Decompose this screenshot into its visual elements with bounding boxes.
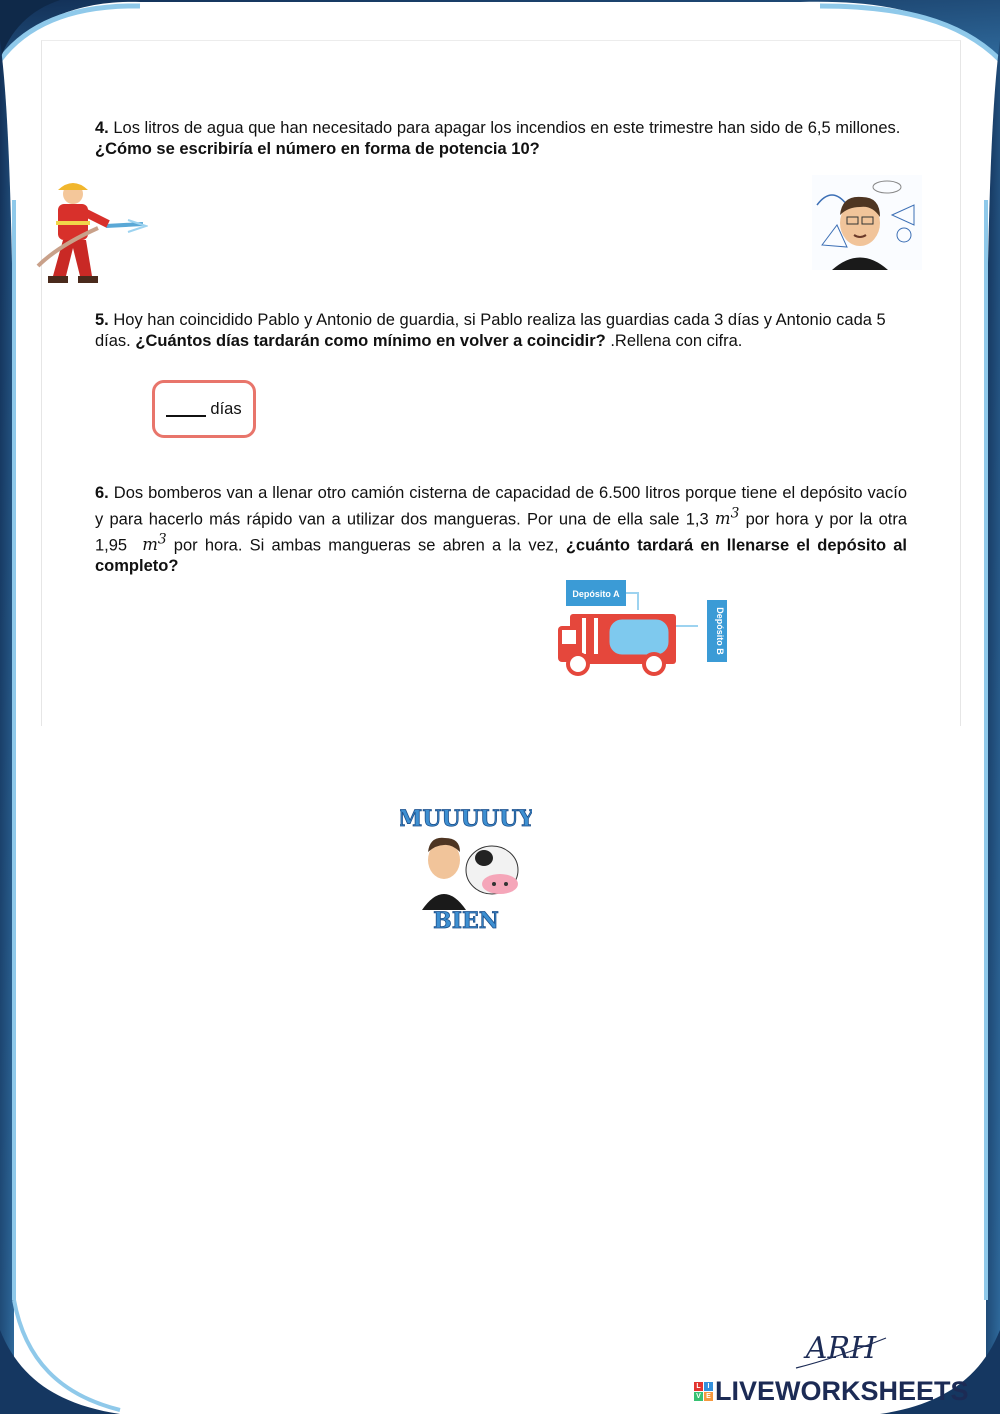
question-6-question: ¿cuánto tardará en llenarse el depósito al completo? [95, 536, 908, 575]
question-6-text-c: por hora. Si ambas mangueras se abren a la vez, [173, 536, 559, 554]
logo-squares: L I V E [694, 1382, 713, 1401]
question-6-text-a: Dos bomberos van a llenar otro camión cisterna de capacidad de 6.500 litros porque tiene el depósito vacío y para hacerlo más rápido van a utilizar dos mangueras. Por una de ella sale 1,3 [95, 484, 907, 528]
question-5-question: ¿Cuántos días tardarán como mínimo en volver a coincidir? [135, 331, 606, 350]
question-6-text-b: por hora y por la otra 1,95 [95, 510, 907, 554]
tank-b-label: Depósito B [715, 607, 725, 655]
question-6-number: 6. [95, 484, 109, 502]
question-5-instruction: .Rellena con cifra. [610, 331, 743, 350]
question-6 [95, 483, 907, 576]
question-4-number: 4. [95, 119, 109, 137]
unit-m3-b: $m^3$ [142, 531, 167, 554]
truck-diagram [550, 578, 732, 678]
teacher-avatar-illustration [812, 175, 922, 270]
firefighter-illustration [28, 176, 148, 294]
question-4-question: ¿Cómo se escribiría el número en forma de potencia 10? [95, 139, 540, 158]
liveworksheets-logo [694, 1373, 969, 1409]
question-5-number: 5. [95, 311, 109, 329]
reward-sticker [400, 800, 532, 935]
answer-blank[interactable] [166, 401, 206, 417]
unit-m3-a: $m^3$ [714, 505, 740, 528]
question-4-text: Los litros de agua que han necesitado para apagar los incendios en este trimestre han sido de 6,5 millones. [113, 119, 901, 137]
logo-text: LIVEWORKSHEETS [715, 1375, 969, 1406]
signature [786, 1318, 896, 1380]
svg-text:ARH: ARH [805, 1331, 877, 1366]
tank-a-label: Depósito A [572, 589, 620, 599]
question-5-text: Hoy han coincidido Pablo y Antonio de guardia, si Pablo realiza las guardias cada 3 días y Antonio cada 5 días. [95, 311, 886, 350]
answer-unit: días [210, 399, 242, 418]
answer-box-days[interactable] [152, 380, 256, 438]
reward-top-text: MUUUUUY [400, 806, 532, 832]
question-4 [95, 118, 907, 159]
question-5 [95, 310, 907, 351]
reward-bottom-text: BIEN [433, 908, 499, 934]
